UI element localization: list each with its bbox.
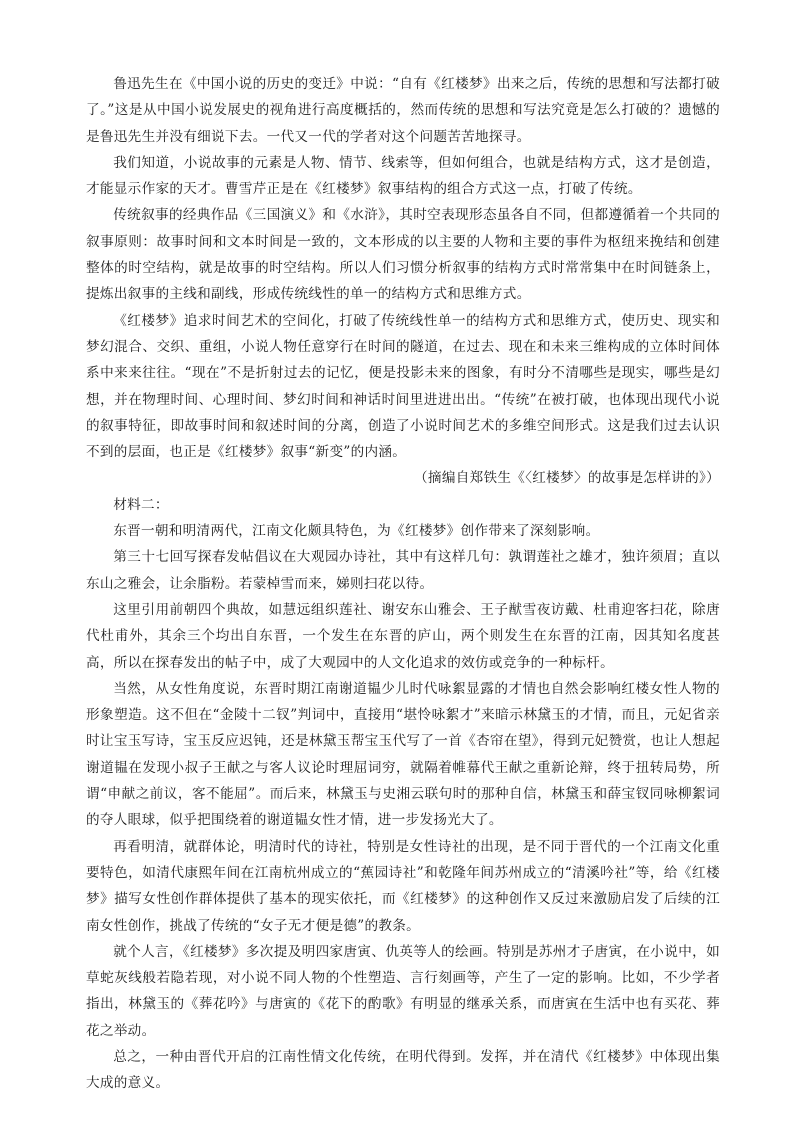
paragraph-2: 我们知道，小说故事的元素是人物、情节、线索等，但如何组合，也就是结构方式，这才是创造，才能显示作家的天才。曹雪芹正是在《红楼梦》叙事结构的组合方式这一点，打破了传统。 xyxy=(86,154,720,198)
paragraph-11: 总之，一种由晋代开启的江南性情文化传统，在明代得到。发挥，并在清代《红楼梦》中体现出集大成的意义。 xyxy=(86,1048,720,1092)
paragraph-6: 第三十七回写探春发帖倡议在大观园办诗社，其中有这样几句：孰谓莲社之雄才，独许须眉；直以东山之雅会，让余脂粉。若蒙棹雪而来，娣则扫花以待。 xyxy=(86,549,720,592)
material-label: 材料二： xyxy=(113,496,169,513)
document-body xyxy=(86,71,720,1097)
source-citation: （摘编自郑铁生《〈红楼梦〉的故事是怎样讲的》） xyxy=(414,470,720,487)
paragraph-7: 这里引用前朝四个典故，如慧远组织莲社、谢安东山雅会、王子猷雪夜访戴、杜甫迎客扫花，除唐代杜甫外，其余三个均出自东晋，一个发生在东晋的庐山，两个则发生在东晋的江南，因其知名度甚高，所以在探春发出的帖子中，成了大观园中的人文化追求的效仿或竞争的一种标杆。 xyxy=(86,601,720,671)
paragraph-10: 就个人言，《红楼梦》多次提及明四家唐寅、仇英等人的绘画。特别是苏州才子唐寅，在小说中，如草蛇灰线般若隐若现，对小说不同人物的个性塑造、言行刻画等，产生了一定的影响。比如，不少学者指出，林黛玉的《葬花吟》与唐寅的《花下的酌歌》有明显的继承关系，而唐寅在生活中也有买花、葬花之举动。 xyxy=(86,943,720,1039)
paragraph-4: 《红楼梦》追求时间艺术的空间化，打破了传统线性单一的结构方式和思维方式，使历史、现实和梦幻混合、交织、重组，小说人物任意穿行在时间的隧道，在过去、现在和未来三维构成的立体时间体系中来来往往。“现在”不是折射过去的记忆，便是投影未来的图象，有时分不清哪些是现实，哪些是幻想，并在物理时间、心理时间、梦幻时间和神话时间里进进出出。“传统”在被打破，也体现出现代小说的叙事特征，即故事时间和叙述时间的分离，创造了小说时间艺术的多维空间形式。这是我们过去认识不到的层面，也正是《红楼梦》叙事“新变”的内涵。 xyxy=(86,312,720,461)
paragraph-9: 再看明清，就群体论，明清时代的诗社，特别是女性诗社的出现，是不同于晋代的一个江南文化重要特色，如清代康熙年间在江南杭州成立的“蕉园诗社”和乾隆年间苏州成立的“清溪吟社”等，给《红楼梦》描写女性创作群体提供了基本的现实依托，而《红楼梦》的这种创作又反过来激励启发了后续的江南女性创作，挑战了传统的“女子无才便是德”的教条。 xyxy=(86,838,720,934)
paragraph-3: 传统叙事的经典作品《三国演义》和《水浒》，其时空表现形态虽各自不同，但都遵循着一个共同的叙事原则：故事时间和文本时间是一致的，文本形成的以主要的人物和主要的事件为枢纽来挽结和创建整体的时空结构，就是故事的时空结构。所以人们习惯分析叙事的结构方式时常常集中在时间链条上，提炼出叙事的主线和副线，形成传统线性的单一的结构方式和思维方式。 xyxy=(86,207,720,303)
paragraph-8: 当然，从女性角度说，东晋时期江南谢道韫少儿时代咏絮显露的才情也自然会影响红楼女性人物的形象塑造。这不但在“金陵十二钗”判词中，直接用“堪怜咏絮才”来暗示林黛玉的才情，而且，元妃省亲时让宝玉写诗，宝玉反应迟钝，还是林黛玉帮宝玉代写了一首《杏帘在望》，得到元妃赞赏，也让人想起谢道韫在发现小叔子王献之与客人议论时理屈词穷，就隔着帷幕代王献之重新论辩，终于扭转局势，所谓“申献之前议，客不能屈”。而后来，林黛玉与史湘云联句时的那种自信，林黛玉和薛宝钗同咏柳絮词的夺人眼球，似乎把围绕着的谢道韫女性才情，进一步发扬光大了。 xyxy=(86,680,720,829)
paragraph-5: 东晋一朝和明清两代，江南文化颇具特色，为《红楼梦》创作带来了深刻影响。 xyxy=(113,523,600,540)
paragraph-1: 鲁迅先生在《中国小说的历史的变迁》中说：“自有《红楼梦》出来之后，传统的思想和写法都打破了。”这是从中国小说发展史的视角进行高度概括的，然而传统的思想和写法究竟是怎么打破的？遗憾的是鲁迅先生并没有细说下去。一代又一代的学者对这个问题苦苦地探寻。 xyxy=(86,76,720,145)
